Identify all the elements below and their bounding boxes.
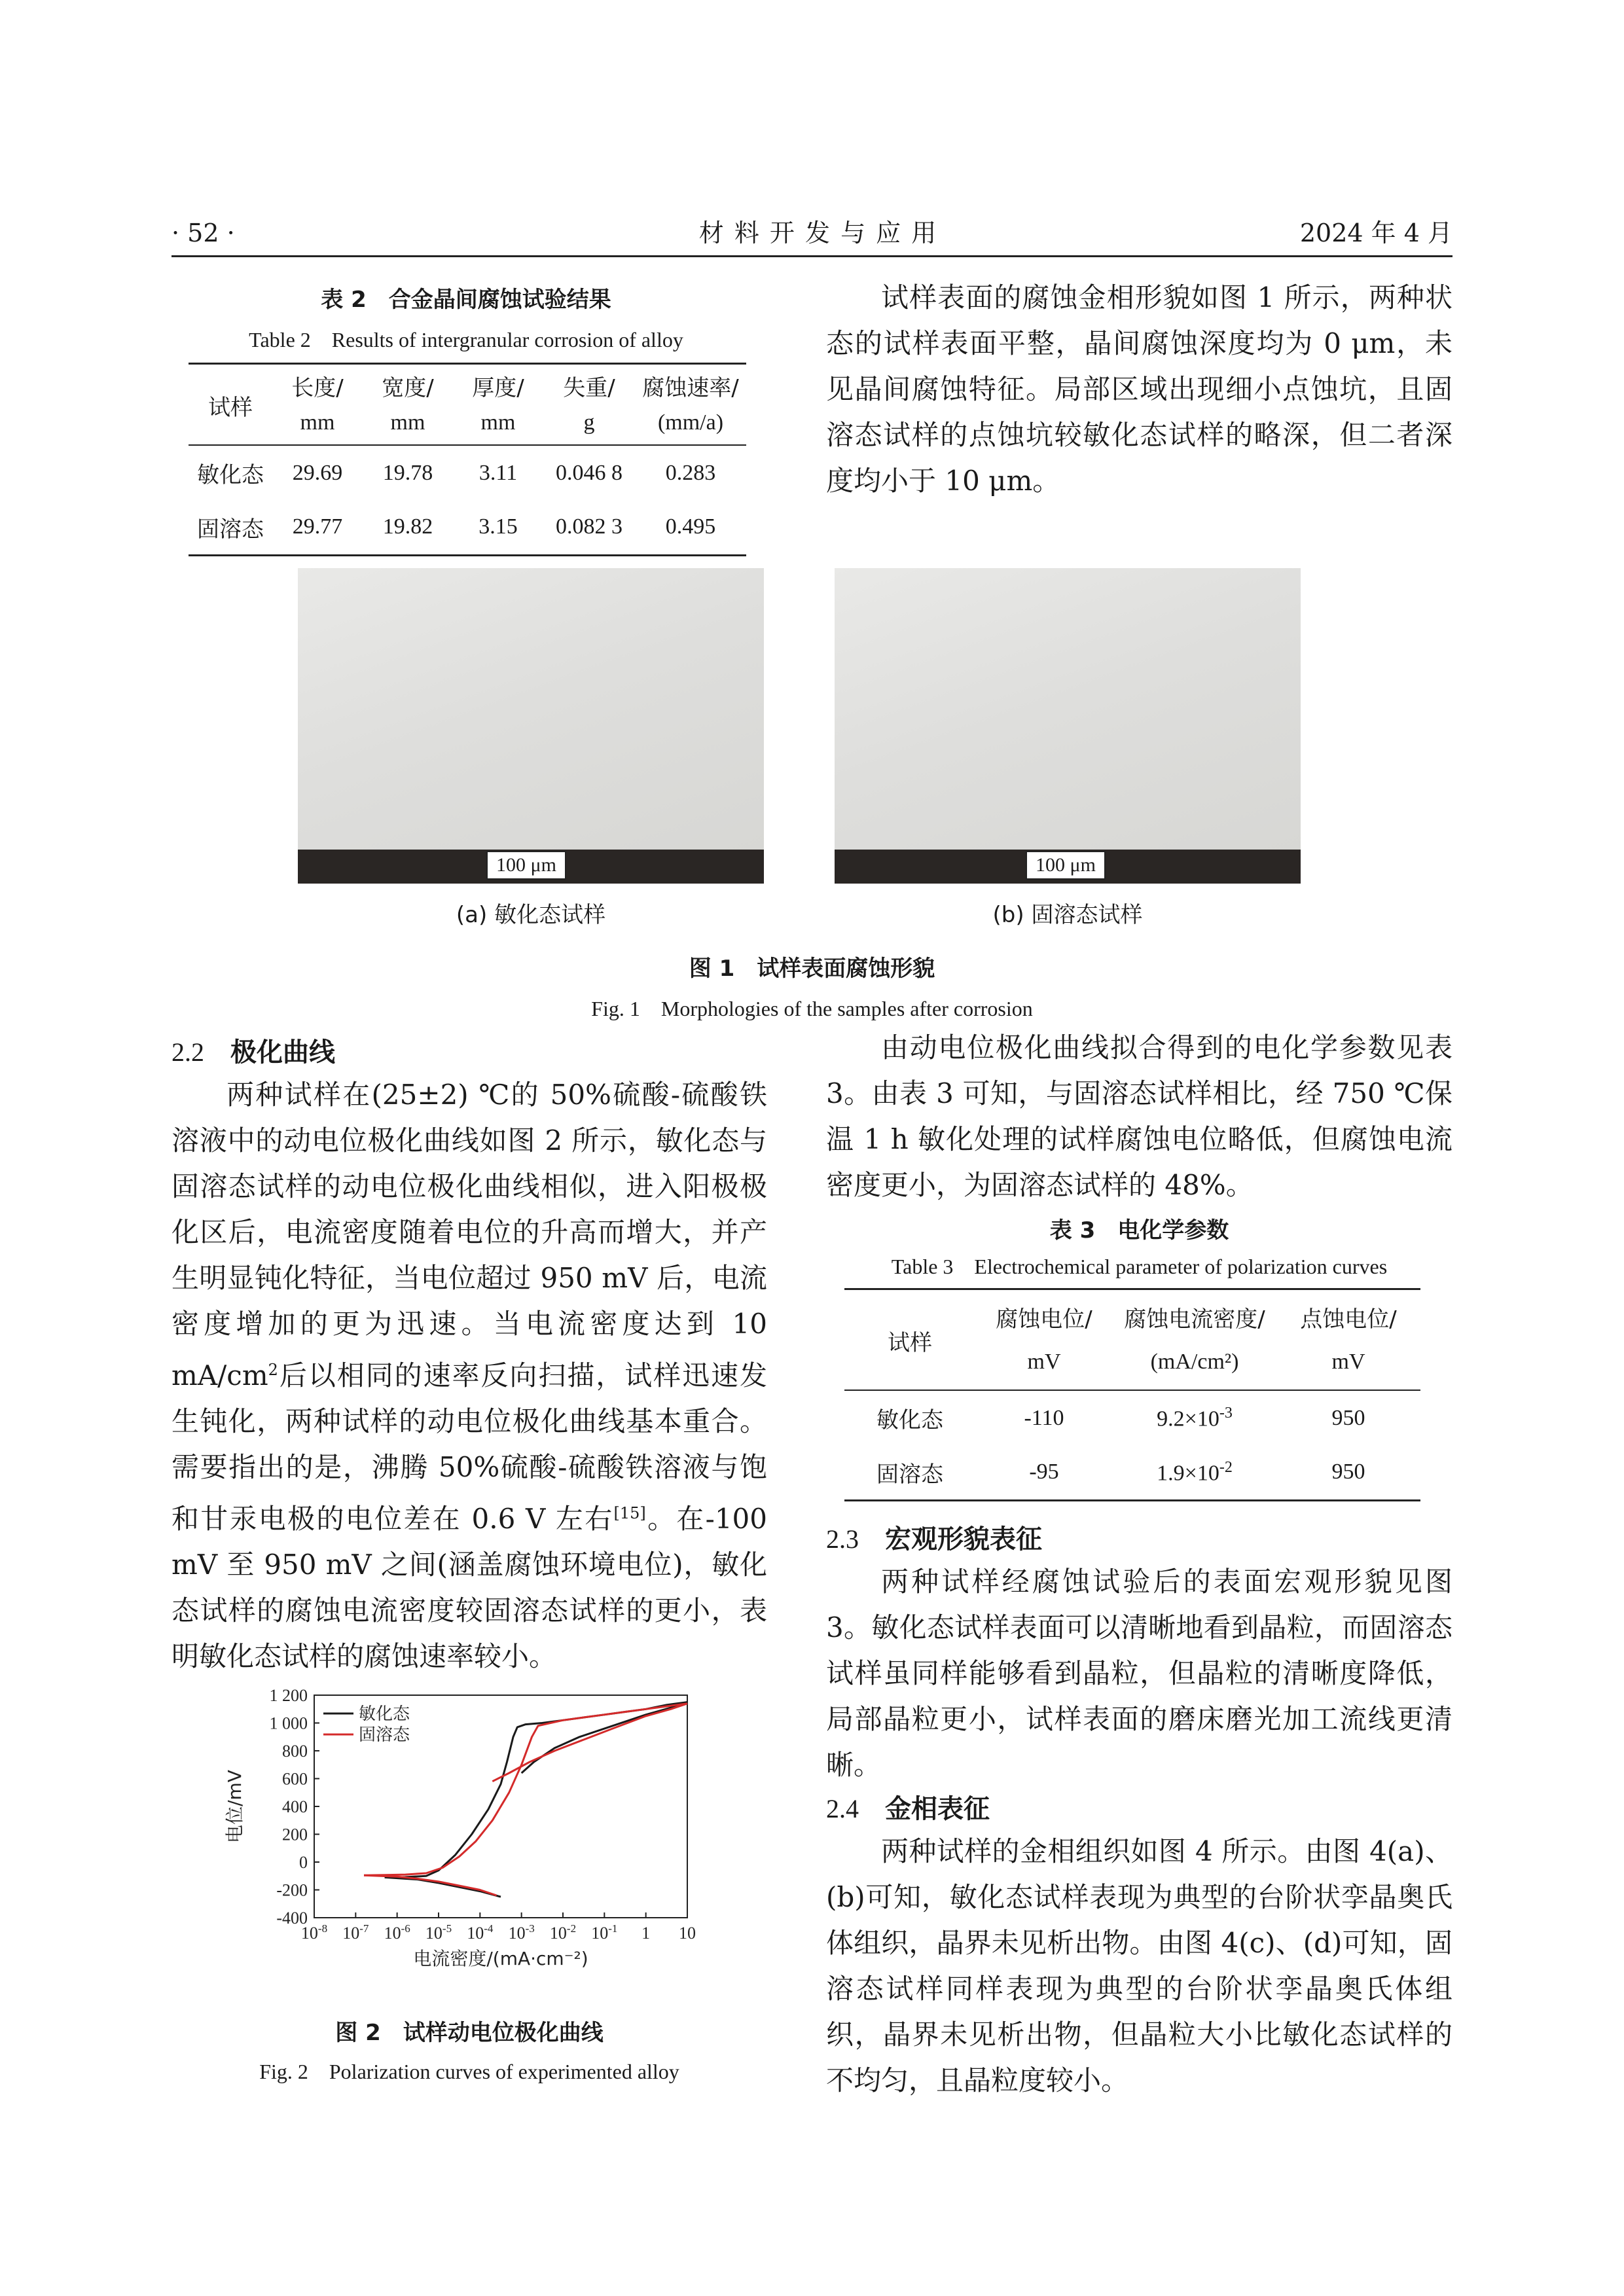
y-tick-label: 1 200 — [269, 1686, 308, 1705]
table-cell: 3.11 — [478, 460, 518, 485]
section-number: 2.4 — [826, 1794, 859, 1823]
table3-header: 腐蚀电流密度/ (mA/cm²) — [1124, 1306, 1265, 1374]
table-cell: $1.9\times 10^{-2}$ — [1157, 1458, 1233, 1485]
figure1-caption-en: Fig. 1 Morphologies of the samples after corrosion — [591, 997, 1033, 1020]
figure1-subcaption-b: (b) 固溶态试样 — [992, 902, 1143, 928]
table-row — [844, 1445, 1420, 1500]
page-number: · 52 · — [171, 219, 235, 247]
figure2-caption-cn: 图 2 试样动电位极化曲线 — [335, 2020, 604, 2046]
y-tick-label: 400 — [282, 1797, 308, 1816]
section-heading-2-4 — [826, 1788, 990, 1825]
paragraph-text: 两种试样在(25±2) ℃的 50%硫酸-硫酸铁溶液中的动电位极化曲线如图 2 所示，敏化态与固溶态试样的动电位极化曲线相似，进入阳极极化区后，电流密度随着电位的升高而增大，并产生明显钝化特征，当电位超过 950 mV 后，电流密度增加的更为迅速。当电流密度达到 10 $mA/cm^2$后以相同的速率反向扫描，试样迅速发生钝化，两种试样的动电位极化曲线基本重合。需要指出的是，沸腾 50%硫酸-硫酸铁溶液与饱和甘汞电极的电位差在 0.6 V 左右[15]。在-100 mV 至 950 mV 之间(涵盖腐蚀环境电位)，敏化态试样的腐蚀电流密度较固溶态试样的更小，表明敏化态试样的腐蚀速率较小。 — [171, 1079, 768, 1672]
series-line — [522, 1702, 687, 1773]
right-paragraph-3 — [826, 1559, 1453, 1788]
micrograph-a — [298, 568, 764, 884]
table-cell: 3.15 — [478, 514, 518, 539]
y-tick-label: 0 — [299, 1853, 308, 1872]
table2 — [189, 367, 746, 556]
table2-header: 腐蚀速率/ (mm/a) — [642, 375, 739, 435]
table3-header: 腐蚀电位/ mV — [996, 1306, 1092, 1374]
journal-title: 材 料 开 发 与 应 用 — [698, 219, 938, 247]
table-cell: 固溶态 — [876, 1461, 943, 1488]
legend-label: 固溶态 — [359, 1725, 410, 1745]
x-tick-label: $10^{-6}$ — [384, 1922, 410, 1943]
x-tick-label: $10^{-3}$ — [508, 1922, 535, 1943]
table-cell: $9.2\times 10^{-3}$ — [1157, 1404, 1233, 1431]
x-tick-label: $10^{-7}$ — [342, 1922, 369, 1943]
table-cell: 950 — [1331, 1405, 1365, 1430]
section-title: 宏观形貌表征 — [885, 1524, 1042, 1554]
table-cell: 敏化态 — [197, 462, 264, 488]
micrograph-b — [835, 568, 1301, 884]
table3-caption-en: Table 3 Electrochemical parameter of polarization curves — [891, 1255, 1388, 1278]
table3-header: 试样 — [888, 1330, 932, 1356]
x-axis-label: 电流密度/(mA·cm⁻²) — [413, 1948, 588, 1969]
right-paragraph-4 — [826, 1829, 1453, 2104]
header-rule — [171, 255, 1453, 257]
table3-header-row — [844, 1292, 1420, 1390]
section-title: 金相表征 — [885, 1794, 990, 1824]
table2-header: 长度/ mm — [291, 375, 344, 435]
series-line — [385, 1877, 501, 1897]
table-cell: 0.495 — [665, 514, 716, 539]
figure1-caption-cn: 图 1 试样表面腐蚀形貌 — [689, 956, 935, 982]
table2-top-rule — [189, 363, 746, 365]
chart-axes — [224, 1686, 696, 1969]
y-tick-label: 1 000 — [269, 1713, 308, 1733]
x-tick-label: $10^{-1}$ — [591, 1922, 618, 1943]
y-tick-label: -200 — [276, 1880, 308, 1900]
polarization-chart — [216, 1682, 727, 1983]
left-paragraph — [171, 1072, 767, 1679]
section-heading-2-3 — [826, 1518, 1042, 1556]
table-cell: 固溶态 — [197, 516, 264, 543]
figure1-subcaption-a: (a) 敏化态试样 — [456, 902, 606, 928]
series-line — [492, 1704, 687, 1782]
table-row — [189, 500, 746, 555]
paragraph-text: 试样表面的腐蚀金相形貌如图 1 所示，两种状态的试样表面平整，晶间腐蚀深度均为 0 μm，未见晶间腐蚀特征。局部区域出现细小点蚀坑，且固溶态试样的点蚀坑较敏化态试样的略深，但二者深度均小于 10 μm。 — [826, 281, 1453, 497]
y-tick-label: 800 — [282, 1742, 308, 1761]
table2-header: 宽度/ mm — [382, 375, 434, 435]
y-tick-label: 200 — [282, 1825, 308, 1844]
right-paragraph-2 — [826, 1025, 1453, 1208]
table-cell: 19.78 — [382, 460, 433, 485]
x-tick-label: $10^{-8}$ — [300, 1922, 328, 1943]
table-row — [189, 445, 746, 500]
table-cell: 950 — [1331, 1460, 1365, 1484]
section-title: 极化曲线 — [230, 1037, 335, 1067]
figure2-caption-en: Fig. 2 Polarization curves of experimented alloy — [259, 2060, 679, 2083]
section-heading-2-2 — [171, 1031, 335, 1069]
x-tick-label: $10^{-4}$ — [467, 1922, 494, 1943]
table2-caption-en: Table 2 Results of intergranular corrosion of alloy — [249, 328, 683, 351]
table-cell: 0.046 8 — [556, 460, 623, 485]
table-row — [844, 1390, 1420, 1445]
legend-label: 敏化态 — [359, 1704, 410, 1724]
table3-header: 点蚀电位/ mV — [1300, 1306, 1397, 1374]
section-number: 2.3 — [826, 1524, 859, 1554]
series-line — [364, 1704, 687, 1875]
x-tick-label: 10 — [679, 1924, 696, 1943]
series-line — [364, 1875, 497, 1895]
table-cell: 29.77 — [292, 514, 343, 539]
table3-caption-cn: 表 3 电化学参数 — [1049, 1217, 1229, 1244]
scale-bar: 100 μm — [486, 851, 566, 880]
table-cell: -95 — [1029, 1460, 1059, 1484]
table2-header-row — [189, 367, 746, 445]
x-tick-label: $10^{-5}$ — [425, 1922, 452, 1943]
y-axis-label: 电位/mV — [224, 1770, 245, 1843]
table2-header: 试样 — [208, 395, 253, 421]
right-paragraph-1 — [826, 275, 1453, 504]
paragraph-text: 两种试样经腐蚀试验后的表面宏观形貌见图 3。敏化态试样表面可以清晰地看到晶粒，而固溶态试样虽同样能够看到晶粒，但晶粒的清晰度降低，局部晶粒更小，试样表面的磨床磨光加工流线更清晰。 — [826, 1566, 1453, 1781]
y-tick-label: -400 — [276, 1909, 308, 1928]
table-cell: -110 — [1024, 1405, 1064, 1430]
table-cell: 0.082 3 — [556, 514, 623, 539]
issue-date: 2024 年 4 月 — [1299, 219, 1453, 247]
table2-header: 失重/ g — [563, 375, 615, 435]
chart-series-group — [364, 1702, 687, 1897]
table2-caption-cn: 表 2 合金晶间腐蚀试验结果 — [321, 287, 611, 313]
table-cell: 敏化态 — [876, 1407, 943, 1433]
table-cell: 29.69 — [292, 460, 343, 485]
section-number: 2.2 — [171, 1037, 204, 1067]
chart-legend — [323, 1704, 410, 1745]
paragraph-text: 两种试样的金相组织如图 4 所示。由图 4(a)、(b)可知，敏化态试样表现为典型的台阶状孪晶奥氏体组织，晶界未见析出物。由图 4(c)、(d)可知，固溶态试样同样表现为典型的台阶状孪晶奥氏体组织，晶界未见析出物，但晶粒大小比敏化态试样的不均匀，且晶粒度较小。 — [826, 1835, 1453, 2096]
paragraph-text: 由动电位极化曲线拟合得到的电化学参数见表 3。由表 3 可知，与固溶态试样相比，经 750 ℃保温 1 h 敏化处理的试样腐蚀电位略低，但腐蚀电流密度更小，为固溶态试样的 48%。 — [826, 1031, 1453, 1201]
table-cell: 19.82 — [382, 514, 433, 539]
x-tick-label: $10^{-2}$ — [549, 1922, 577, 1943]
y-tick-label: 600 — [282, 1769, 308, 1789]
table2-header: 厚度/ mm — [472, 375, 524, 435]
table3 — [844, 1292, 1420, 1501]
scale-bar: 100 μm — [1026, 851, 1106, 880]
table-cell: 0.283 — [665, 460, 716, 485]
x-tick-label: 1 — [641, 1924, 651, 1943]
table3-top-rule — [844, 1288, 1420, 1290]
